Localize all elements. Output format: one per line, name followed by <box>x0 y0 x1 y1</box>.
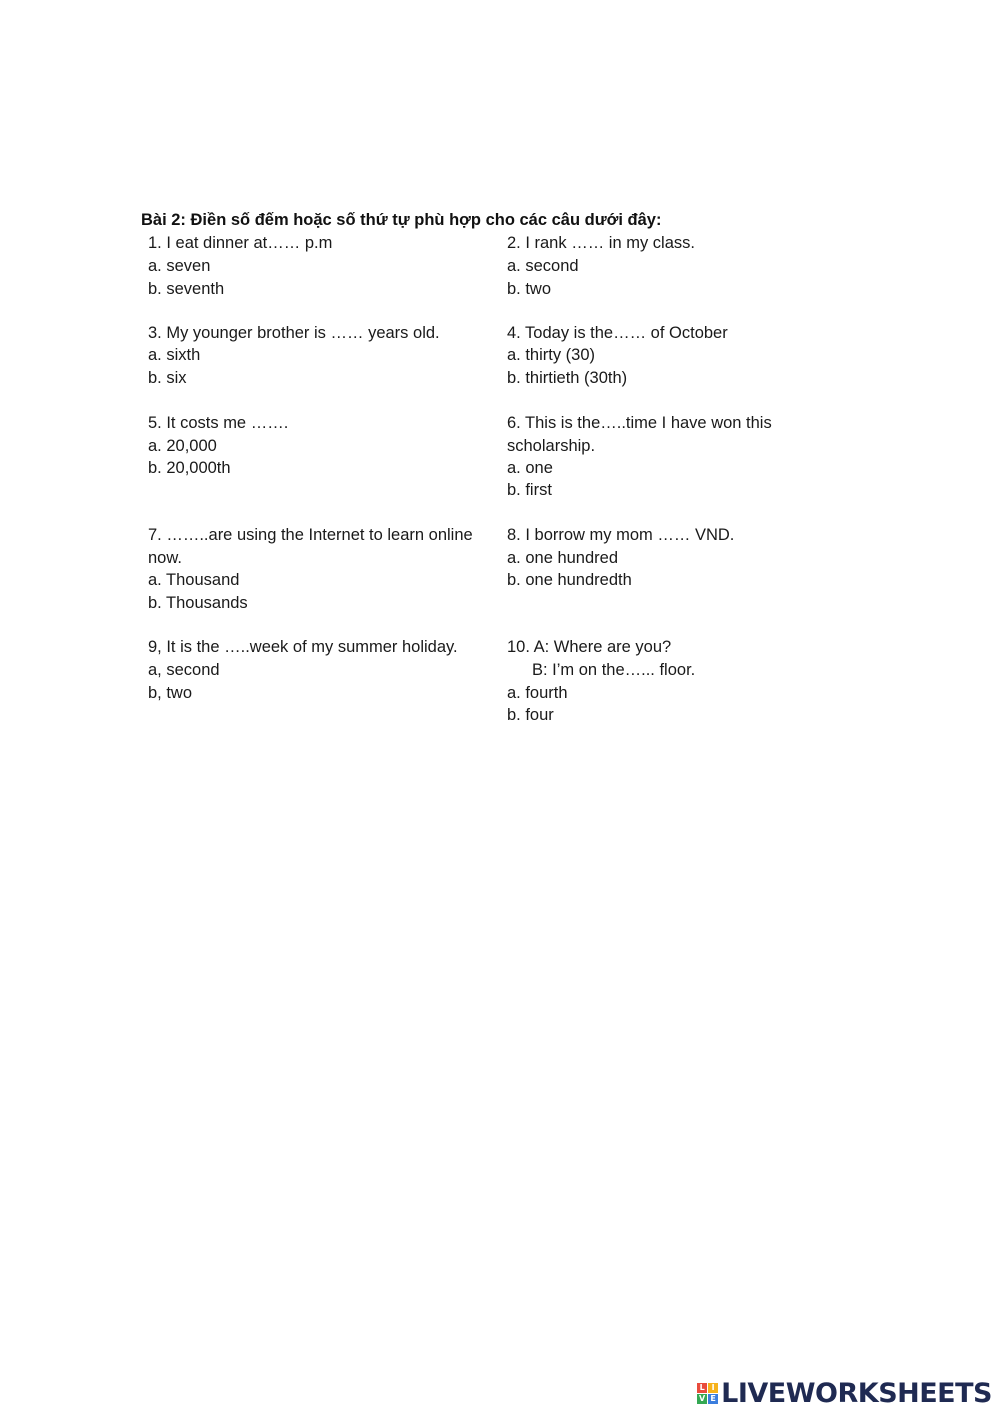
question-7-option-a: a. Thousand <box>148 571 240 589</box>
question-7-text: 7. ……..are using the Internet to learn online <box>148 526 473 544</box>
question-3-option-b: b. six <box>148 369 187 387</box>
question-1-option-a: a. seven <box>148 257 211 275</box>
question-9-option-b: b, two <box>148 684 193 702</box>
question-6-option-a: a. one <box>507 459 553 477</box>
question-2-option-b: b. two <box>507 280 552 298</box>
question-8-text: 8. I borrow my mom …… VND. <box>507 526 735 544</box>
question-9-option-a: a, second <box>148 661 220 679</box>
question-3-text: 3. My younger brother is …… years old. <box>148 324 440 342</box>
question-4-option-b: b. thirtieth (30th) <box>507 369 628 387</box>
question-9-text: 9, It is the …..week of my summer holiday. <box>148 638 458 656</box>
liveworksheets-logo[interactable] <box>697 1378 992 1409</box>
question-3-option-a: a. sixth <box>148 346 201 364</box>
question-6-text-cont: scholarship. <box>507 437 596 455</box>
question-7-option-b: b. Thousands <box>148 594 248 612</box>
question-6-option-b: b. first <box>507 481 552 499</box>
question-2-option-a: a. second <box>507 257 579 275</box>
question-8-option-a: a. one hundred <box>507 549 619 567</box>
question-5-option-b: b. 20,000th <box>148 459 231 477</box>
exercise-title: Bài 2: Điền số đếm hoặc số thứ tự phù hợp cho các câu dưới đây: <box>141 211 662 229</box>
question-10-text: 10. A: Where are you? <box>507 638 672 656</box>
logo-letter-i: I <box>708 1383 718 1393</box>
logo-mark-icon <box>697 1383 718 1404</box>
question-5-option-a: a. 20,000 <box>148 437 217 455</box>
logo-letter-l: L <box>697 1383 707 1393</box>
question-10-option-b: b. four <box>507 706 554 724</box>
logo-letter-e: E <box>708 1394 718 1404</box>
question-7-text-cont: now. <box>148 549 182 567</box>
question-4-text: 4. Today is the…… of October <box>507 324 728 342</box>
question-10-text-cont: B: I’m on the…... floor. <box>532 661 696 679</box>
logo-letter-v: V <box>699 1394 706 1403</box>
question-8-option-b: b. one hundredth <box>507 571 632 589</box>
question-2-text: 2. I rank …… in my class. <box>507 234 695 252</box>
question-10-option-a: a. fourth <box>507 684 568 702</box>
question-6-text: 6. This is the…..time I have won this <box>507 414 772 432</box>
question-4-option-a: a. thirty (30) <box>507 346 596 364</box>
question-1-option-b: b. seventh <box>148 280 225 298</box>
logo-wordmark: LIVEWORKSHEETS <box>721 1378 992 1409</box>
question-1-text: 1. I eat dinner at…… p.m <box>148 234 333 252</box>
question-5-text: 5. It costs me ……. <box>148 414 289 432</box>
